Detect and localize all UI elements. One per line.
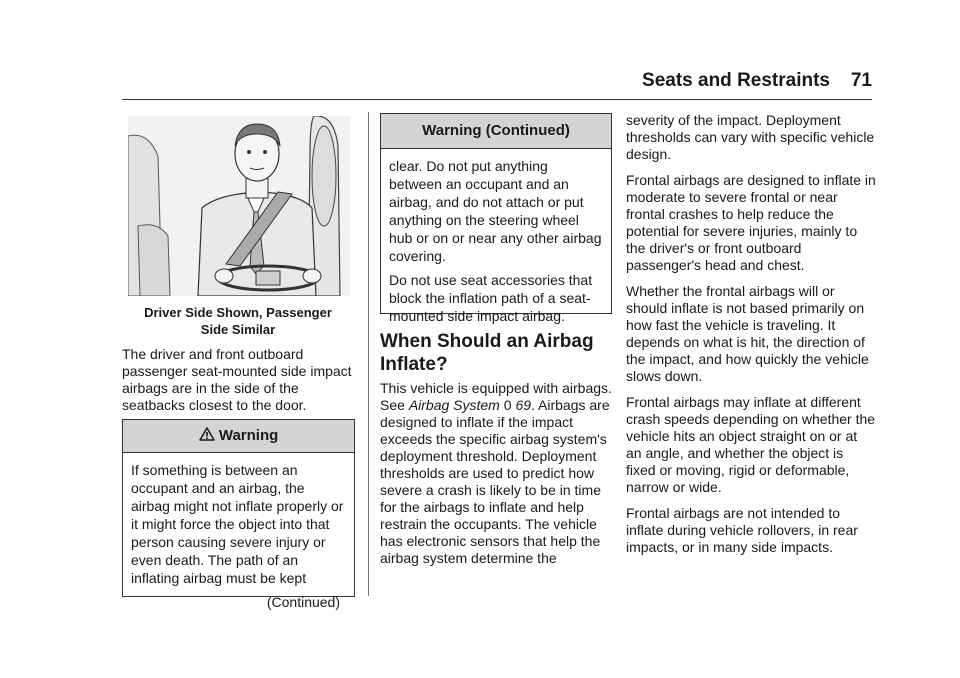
warning-continued-header: Warning (Continued) xyxy=(381,114,611,149)
warning-header xyxy=(123,420,354,453)
warning-continued-p2: Do not use seat accessories that block the inflation path of a seat-mounted side impact airbag. xyxy=(389,272,593,324)
warning-continued-p1: clear. Do not put anything between an occupant and an airbag, and do not attach or put anything on the steering wheel hub or on or near any other airbag covering. xyxy=(389,158,602,264)
paragraph-crash-speeds: Frontal airbags may inflate at different crash speeds depending on whether the vehicle hits an object straight on or at an angle, and whether the object is fixed or moving, rigid or deformable, narrow or wide. xyxy=(626,394,876,495)
warning-continued-body xyxy=(381,149,611,337)
section-title: Seats and Restraints xyxy=(642,70,830,91)
warning-continued-box xyxy=(380,113,612,324)
header-divider xyxy=(122,99,872,100)
caption-line-1: Driver Side Shown, Passenger xyxy=(144,305,332,320)
paragraph-inflate-speed: Whether the frontal airbags will or should inflate is not based primarily on how fast the vehicle is traveling. It depends on what is hit, the direction of the impact, and how quickly the vehicle slows down. xyxy=(626,283,869,384)
warning-box xyxy=(122,419,355,610)
page-ref-number[interactable]: 69 xyxy=(515,397,532,413)
continued-label: (Continued) xyxy=(266,594,340,610)
side-airbag-paragraph: The driver and front outboard passenger seat-mounted side impact airbags are in the side of the seatbacks closest to the door. xyxy=(122,346,352,413)
paragraph-frontal-design: Frontal airbags are designed to inflate in moderate to severe frontal or near frontal crashes to help reduce the potential for severe injuries, mainly to the driver's or front outboard passenger's head and chest. xyxy=(626,172,876,273)
para-rest: . Airbags are designed to inflate if the impact exceeds the specific airbag system's deployment threshold. Deployment thresholds are used to predict how severe a crash is likely to be in time for the airbags to inflate and help restrain the occupants. The vehicle has electronic sensors that help the airbag system determine the xyxy=(380,397,610,566)
section-heading: When Should an Airbag Inflate? xyxy=(380,331,594,375)
column-3 xyxy=(626,112,876,565)
warning-text: If something is between an occupant and an airbag, the airbag might not inflate properly or it might force the object into that person causing severe injury or even death. The path of an inflating airbag must be kept xyxy=(131,462,344,586)
warning-body xyxy=(123,453,354,617)
para-prefix: This vehicle is equipped with airbags. See xyxy=(380,380,612,413)
airbag-inflate-paragraph xyxy=(380,380,616,567)
warning-triangle-icon xyxy=(199,427,219,444)
caption-line-2: Side Similar xyxy=(200,322,276,337)
page-ref-symbol: 0 xyxy=(503,397,512,413)
figure-caption xyxy=(122,304,354,338)
airbag-system-link[interactable]: Airbag System xyxy=(408,397,500,413)
paragraph-not-intended: Frontal airbags are not intended to inflate during vehicle rollovers, in rear impacts, or in many side impacts. xyxy=(626,505,858,555)
paragraph-severity: severity of the impact. Deployment thresholds can vary with specific vehicle design. xyxy=(626,112,875,162)
page-number: 71 xyxy=(850,70,872,91)
column-divider xyxy=(368,112,369,596)
warning-title: Warning xyxy=(218,427,279,444)
driver-airbag-illustration xyxy=(128,116,350,296)
